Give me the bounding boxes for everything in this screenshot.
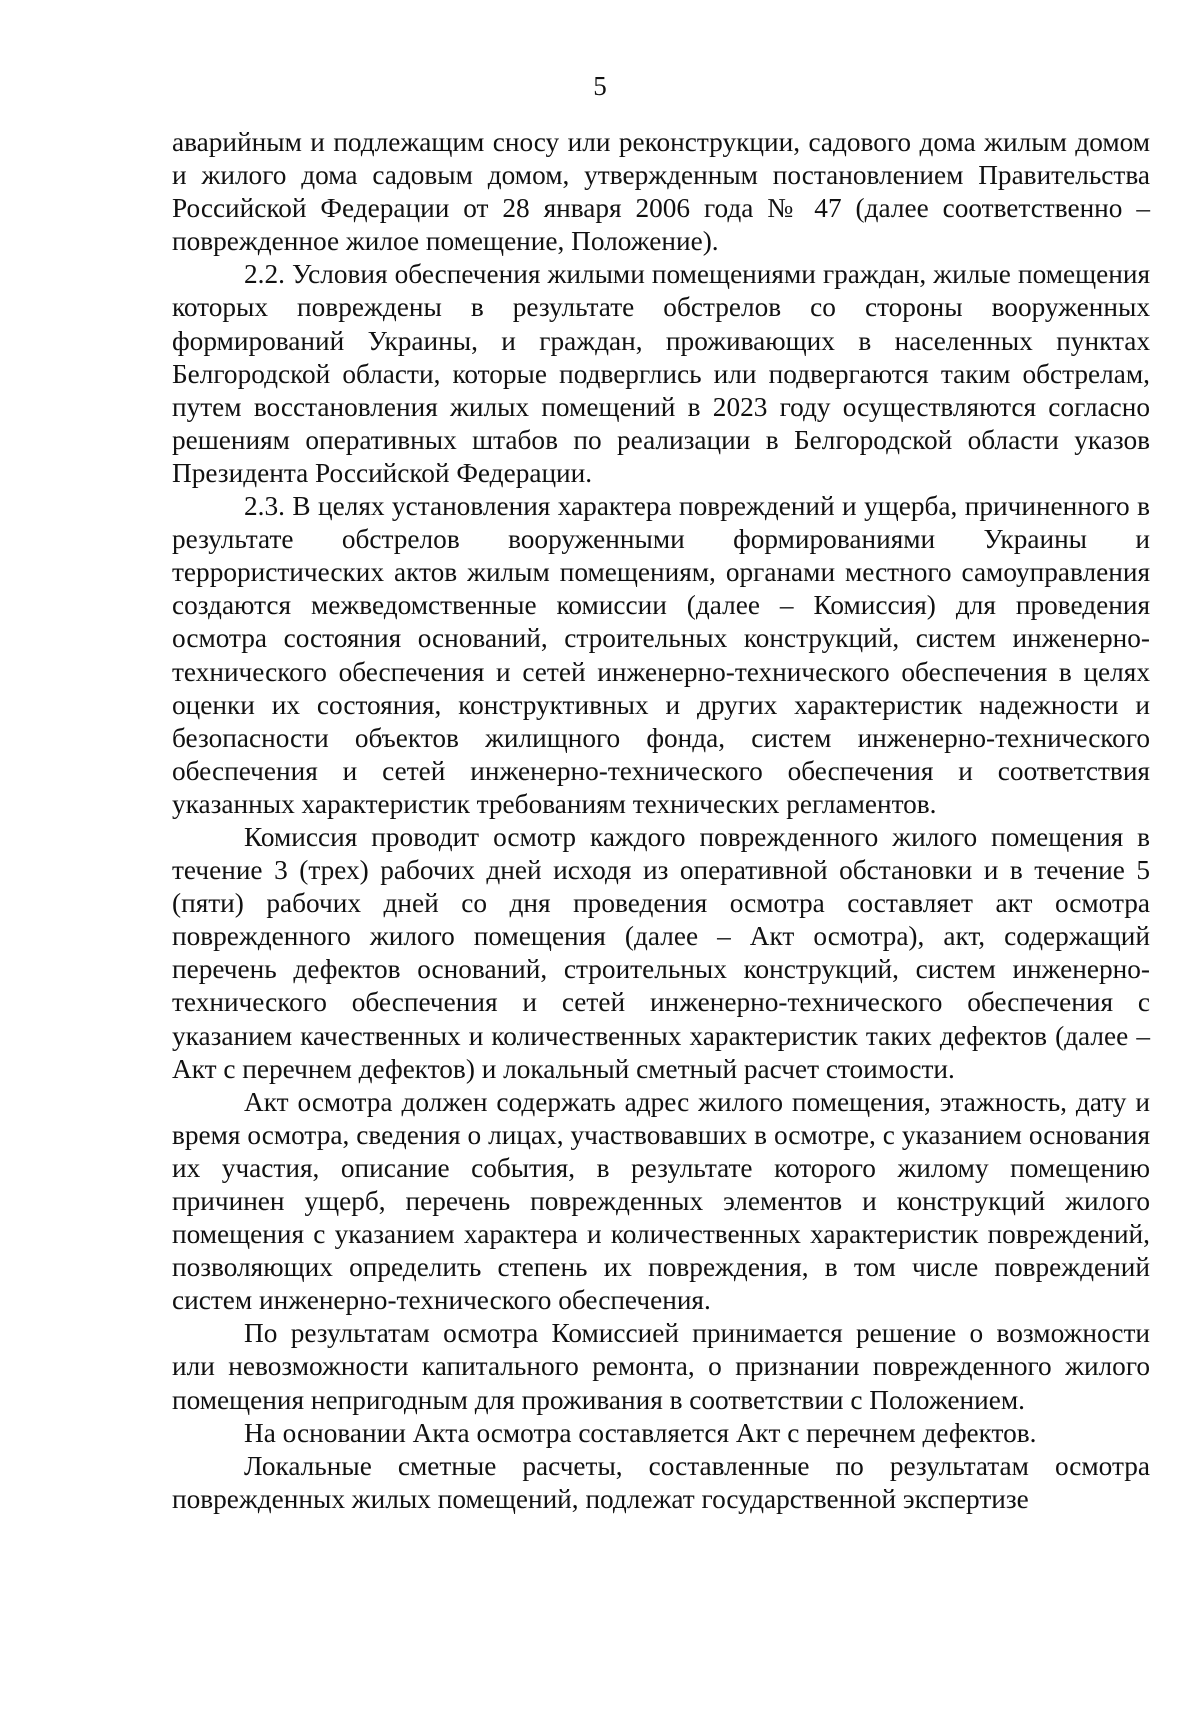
paragraph-regulation-reference: аварийным и подлежащим сносу или реконструкции, садового дома жилым домом и жилого дома садовым домом, утвержденным постановлением Правительства Российской Федерации от 28 января 2006 года № 47 (далее соответственно – поврежденное жилое помещение, Положение). [172,127,1150,257]
paragraph-estimates-expertise: Локальные сметные расчеты, составленные по результатам осмотра поврежденных жилых помещений, подлежат государственной экспертизе [172,1450,1150,1514]
paragraph-commission-decision: По результатам осмотра Комиссией принимается решение о возможности или невозможности капитального ремонта, о признании поврежденного жилого помещения непригодным для проживания в соответствии с Положением. [172,1318,1150,1415]
paragraph-commission-inspection: Комиссия проводит осмотр каждого поврежденного жилого помещения в течение 3 (трех) рабочих дней исходя из оперативной обстановки и в течение 5 (пяти) рабочих дней со дня проведения осмотра составляет акт осмотра поврежденного жилого помещения (далее – Акт осмотра), акт, содержащий перечень дефектов оснований, строительных конструкций, систем инженерно-технического обеспечения и сетей инженерно-технического обеспечения с указанием качественных и количественных характеристик таких дефектов (далее – Акт с перечнем дефектов) и локальный сметный расчет стоимости. [172,821,1150,1084]
paragraph-inspection-act-contents: Акт осмотра должен содержать адрес жилого помещения, этажность, дату и время осмотра, сведения о лицах, участвовавших в осмотре, с указанием основания их участия, описание события, в результате которого жилому помещению причинен ущерб, перечень поврежденных элементов и конструкций жилого помещения с указанием характера и количественных характеристик повреждений, позволяющих определить степень их повреждения, в том числе повреждений систем инженерно-технического обеспечения. [172,1086,1150,1316]
paragraph-2-3-commission-creation: 2.3. В целях установления характера повреждений и ущерба, причиненного в результате обстрелов вооруженными формированиями Украины и террористических актов жилым помещениям, органами местного самоуправления создаются межведомственные комиссии (далее – Комиссия) для проведения осмотра состояния оснований, строительных конструкций, систем инженерно-технического обеспечения и сетей инженерно-технического обеспечения в целях оценки их состояния, конструктивных и других характеристик надежности и безопасности объектов жилищного фонда, систем инженерно-технического обеспечения и сетей инженерно-технического обеспечения и соответствия указанных характеристик требованиям технических регламентов. [172,491,1150,819]
page-number: 5 [593,71,607,101]
paragraph-2-2-housing-conditions: 2.2. Условия обеспечения жилыми помещениями граждан, жилые помещения которых повреждены в результате обстрелов со стороны вооруженных формирований Украины, и граждан, проживающих в населенных пунктах Белгородской области, которые подверглись или подвергаются таким обстрелам, путем восстановления жилых помещений в 2023 году осуществляются согласно решениям оперативных штабов по реализации в Белгородской области указов Президента Российской Федерации. [172,259,1150,488]
paragraph-defects-act: На основании Акта осмотра составляется Акт с перечнем дефектов. [244,1417,1037,1448]
document-body [172,126,1150,1516]
